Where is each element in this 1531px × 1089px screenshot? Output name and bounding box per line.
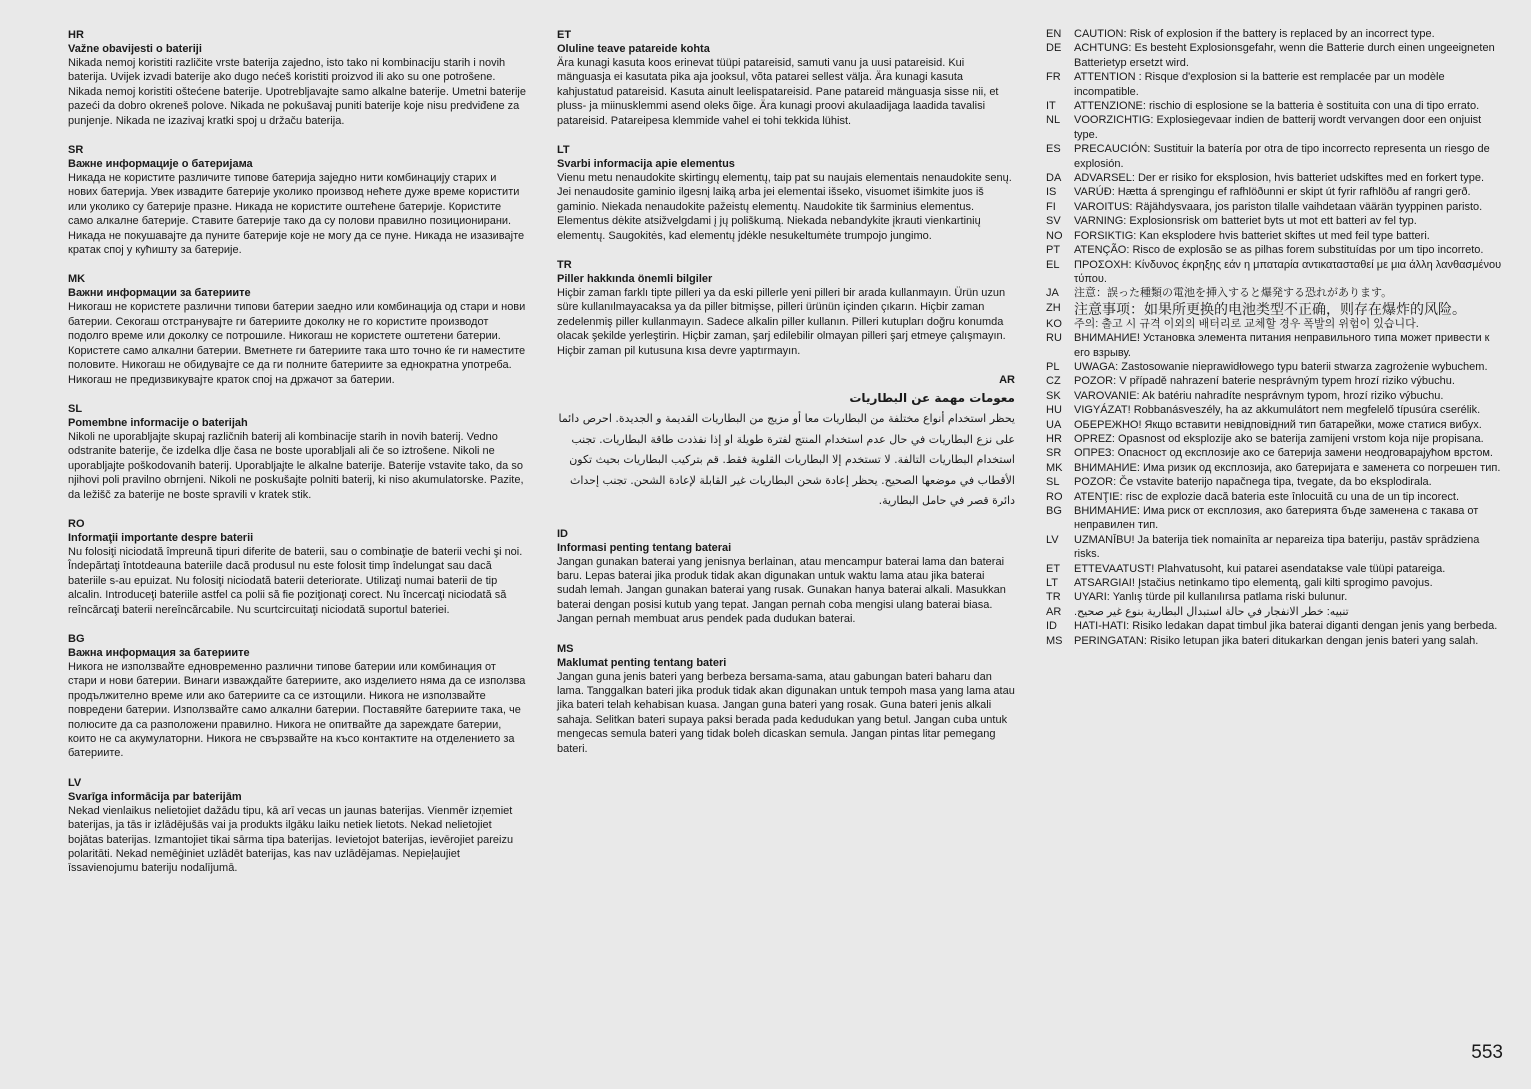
section-ms <box>557 642 1015 756</box>
warning-code: SK <box>1046 389 1061 402</box>
warning-row <box>1046 504 1506 533</box>
warning-row <box>1046 374 1506 388</box>
section-et <box>557 28 1015 128</box>
warning-text: ВНИМАНИЕ! Установка элемента питания неправильного типа может привести к его взрыву. <box>1074 332 1490 359</box>
section-tr <box>557 258 1015 358</box>
warning-code: IS <box>1046 186 1057 199</box>
warning-text: 注意事项：如果所更换的电池类型不正确，则存在爆炸的风险。 <box>1074 300 1466 317</box>
warning-row <box>1046 490 1506 504</box>
warning-text: OPREZ: Opasnost od eksplozije ako se baterija zamijeni vrstom koja nije propisana. <box>1074 432 1484 445</box>
warning-code: PT <box>1046 244 1061 257</box>
warning-row <box>1046 113 1506 142</box>
warning-text: ΠΡΟΣΟΧΗ: Κίνδυνος έκρηξης εάν η μπαταρία αντικατασταθεί με μια άλλη λανθασμένου τύπου. <box>1074 258 1502 285</box>
warning-text: PRECAUCIÓN: Sustituir la batería por otra de tipo incorrecto representa un riesgo de explosión. <box>1074 143 1490 170</box>
warning-row <box>1046 142 1506 171</box>
language-code: AR <box>999 374 1015 387</box>
warning-code: RU <box>1046 332 1062 345</box>
warning-row <box>1046 243 1506 257</box>
section-title: Svarīga informācija par baterijām <box>68 790 242 803</box>
section-body: Nu folosiţi niciodată împreună tipuri diferite de baterii, sau o combinaţie de baterii vechi şi noi. Îndepărtaţi întotdeauna bateriile dacă produsul nu este folosit timp îndelungat sau dacă bateriile s-au epuizat. Nu folosiţi niciodată baterii deteriorate. Utilizaţi numai baterii de tip alcalin. Introduceţi bateriile astfel ca polii să fie poziţionaţi corect. Nu încercaţi niciodată să reîncărcaţi baterii nereîncărcabile. Nu scurtcircuitaţi niciodată suportul bateriei. <box>68 545 523 616</box>
warning-code: CZ <box>1046 375 1061 388</box>
warning-text: ATENÇÃO: Risco de explosão se as pilhas forem substituídas por um tipo incorreto. <box>1074 244 1484 257</box>
warning-code: JA <box>1046 287 1059 300</box>
warning-code: AR <box>1046 605 1062 618</box>
warning-row <box>1046 562 1506 576</box>
section-body: يحظر استخدام أنواع مختلفة من البطاريات معا أو مزيج من البطاريات القديمة و الجديدة. احرص دائما على نزع البطاريات في حال عدم استخدام المنتج لفترة طويلة او إذا نفذدت طاقة البطاريات. تجنب استخدام البطاريات التالفة. لا تستخدم إلا البطاريات القلوية فقط. قم بتركيب البطاريات بحيث تكون الأقطاب في موضعها الصحيح. يحظر إعادة شحن البطاريات غير القابلة لإعادة الشحن. تجنب إحداث دائرة قصر في حامل البطارية. <box>558 412 1015 508</box>
warning-text: POZOR: Če vstavite baterijo napačnega tipa, tvegate, da bo eksplodirala. <box>1074 476 1432 489</box>
language-code: RO <box>68 517 85 530</box>
warning-text: VAROVANIE: Ak batériu nahradíte nesprávnym typom, hrozí riziko výbuchu. <box>1074 389 1444 402</box>
section-title: Важне информације о батеријама <box>68 158 253 171</box>
warning-row <box>1046 171 1506 185</box>
warning-text: ADVARSEL: Der er risiko for eksplosion, hvis batteriet udskiftes med en forkert type. <box>1074 172 1485 185</box>
section-ro <box>68 517 526 617</box>
section-body: Nekad vienlaikus nelietojiet dažādu tipu, kā arī vecas un jaunas baterijas. Vienmēr izņemiet baterijas, ja tās ir izlādējušās vai ja produkts ilgāku laiku netiek lietots. Nekad nelietojiet bojātas baterijas. Izmantojiet tikai sārma tipa baterijas. Ievietojot baterijas, ievērojiet pareizu polaritāti. Nekad nemēģiniet uzlādēt baterijas, kas nav uzlādējamas. Nepieļaujiet īssavienojumu bateriju nodalījumā. <box>68 804 514 875</box>
warning-code: ES <box>1046 143 1061 156</box>
warning-row <box>1046 331 1506 360</box>
warning-row <box>1046 99 1506 113</box>
warning-text: ATSARGIAI! Įstačius netinkamo tipo elementą, gali kilti sprogimo pavojus. <box>1074 577 1433 590</box>
warning-text: ATTENZIONE: rischio di esplosione se la batteria è sostituita con una di tipo errato. <box>1074 100 1480 113</box>
warning-code: HR <box>1046 432 1062 445</box>
warning-text: POZOR: V případě nahrazení baterie nesprávným typem hrozí riziko výbuchu. <box>1074 375 1455 388</box>
warning-code: KO <box>1046 317 1062 330</box>
warning-code: FI <box>1046 200 1056 213</box>
section-bg <box>68 632 526 761</box>
section-body: Ära kunagi kasuta koos erinevat tüüpi patareisid, samuti vanu ja uusi patareisid. Kui mänguasja ei kasutata pika aja jooksul, võta patarei sellest välja. Ära kunagi kasuta kahjustatud patareisid. Kasuta ainult leelispatareisid. Pane patareid mänguasja sisse nii, et pluss- ja miinusklemmi asend oleks õige. Ära kunagi proovi akulaadijaga laadida tavalisi patareisid. Patareipesa klemmide vahel ei tohi tekkida lühist. <box>557 57 999 127</box>
language-code: ET <box>557 29 572 41</box>
warning-row <box>1046 619 1506 633</box>
warning-text: UWAGA: Zastosowanie nieprawidłowego typu baterii stwarza zagrożenie wybuchem. <box>1074 360 1488 373</box>
section-body: Nikada nemoj koristiti različite vrste baterija zajedno, isto tako ni kombinaciju starih i novih baterija. Uvijek izvadi baterije ako dugo nećeš koristiti proizvod ili ako su one potrošene. Nikada nemoj koristiti oštećene baterije. Upotrebljavajte samo alkalne baterije. Umetni baterije pazeći da dobro okreneš polove. Nikada ne pokušavaj puniti baterije koje nisu predviđene za punjenje. Nikada ne izazivaj kratki spoj u držaču baterija. <box>68 57 526 127</box>
language-code: LV <box>68 776 82 789</box>
section-body: Hiçbir zaman farklı tipte pilleri ya da eski pillerle yeni pilleri bir arada kullanmayın. Ürün uzun süre kullanılmayacaksa ya da piller bitmişse, pilleri ürünün içinden çıkarın. Hiçbir zaman zedelenmiş piller kullanmayın. Sadece alkalin piller kullanın. Pilleri kutupları doğru konumda olacak şekilde yerleştirin. Hiçbir zaman, şarj edilebilir olmayan pilleri şarj etmeye çalışmayın. Hiçbir zaman pil kutusuna kısa devre yaptırmayın. <box>557 287 1006 357</box>
warning-code: ZH <box>1046 301 1061 314</box>
section-title: Informaţii importante despre baterii <box>68 531 254 544</box>
section-title: Важни информации за батериите <box>68 287 251 300</box>
warning-code: FR <box>1046 71 1061 84</box>
language-code: MK <box>68 273 86 286</box>
warning-text: VAROITUS: Räjähdysvaara, jos pariston tilalle vaihdetaan väärän tyyppinen paristo. <box>1074 200 1483 213</box>
language-code: BG <box>68 632 85 645</box>
warning-text: HATI-HATI: Risiko ledakan dapat timbul jika baterai diganti dengan jenis yang berbeda. <box>1074 620 1498 633</box>
section-title: Maklumat penting tentang bateri <box>557 656 727 669</box>
warning-text: ОБЕРЕЖНО! Якщо вставити невідповідний тип батарейки, може статися вибух. <box>1074 418 1482 431</box>
section-body: Jangan guna jenis bateri yang berbeza bersama-sama, atau gabungan bateri baharu dan lama. Tanggalkan bateri jika produk tidak akan digunakan untuk tempoh masa yang lama atau jika bateri telah kehabisan kuasa. Jangan guna bateri yang rosak. Guna bateri jenis alkali sahaja. Selitkan bateri supaya paksi berada pada kedudukan yang betul. Jangan cuba untuk mengecas semula bateri yang tidak boleh dicaskan semula. Jangan pintas litar pemegang bateri. <box>557 670 1015 755</box>
warning-text: ATENŢIE: risc de explozie dacă bateria este înlocuită cu una de un tip incorect. <box>1074 490 1459 503</box>
warnings-column <box>1046 27 1506 648</box>
warning-text: CAUTION: Risk of explosion if the battery is replaced by an incorrect type. <box>1074 28 1435 40</box>
section-title: Pomembne informacije o baterijah <box>68 416 248 429</box>
warning-text: VIGYÁZAT! Robbanásveszély, ha az akkumulátort nem megfelelő típusúra cserélik. <box>1074 404 1481 417</box>
warning-text: ВНИМАНИЕ: Има риск от експлозия, ако батерията бъде заменена с такава от неправилен тип. <box>1074 505 1479 532</box>
warning-text: ETTEVAATUST! Plahvatusoht, kui patarei asendatakse vale tüüpi patareiga. <box>1074 562 1446 575</box>
warning-code: SV <box>1046 215 1061 228</box>
warning-row <box>1046 418 1506 432</box>
warning-row <box>1046 461 1506 475</box>
warning-code: TR <box>1046 591 1061 604</box>
section-title: معومات مهمة عن البطاريات <box>849 391 1015 406</box>
warning-row <box>1046 229 1506 243</box>
warning-text: ACHTUNG: Es besteht Explosionsgefahr, wenn die Batterie durch einen ungeeigneten Batterietyp ersetzt wird. <box>1074 42 1495 69</box>
section-body: Vienu metu nenaudokite skirtingų elementų, taip pat su naujais elementais nenaudokite senų. Jei nenaudosite gaminio ilgesnį laiką arba jei elementai išseko, visuomet išimkite juos iš gaminio. Niekada nenaudokite pažeistų elementų. Naudokite tik šarminius elementus. Elementus dėkite atsižvelgdami į jų poliškumą. Niekada nebandykite įkrauti vienkartinių elementų. Saugokitės, kad elementų jdėkle nesukeltumėte trumpojo jungimo. <box>557 172 1012 242</box>
warning-row <box>1046 432 1506 446</box>
warning-row <box>1046 258 1506 287</box>
warning-text: ОПРЕЗ: Опасност од експлозије ако се батерија замени неодговарајућом врстом. <box>1074 447 1493 460</box>
warning-row <box>1046 70 1506 99</box>
warning-code: DE <box>1046 42 1062 55</box>
section-sl <box>68 402 526 502</box>
warning-row <box>1046 576 1506 590</box>
warning-row <box>1046 27 1506 41</box>
warning-text: VARNING: Explosionsrisk om batteriet byts ut mot ett batteri av fel typ. <box>1074 215 1417 228</box>
section-body: Никогаш не користете различни типови батерии заедно или комбинација од стари и нови батерии. Секогаш отстранувајте ги батериите доколку не го користите производот подолго време или доколку се потрошиле. Никогаш не користете оштетени батерии. Користете само алкални батерии. Вметнете ги батериите така што точно ќе ги наместите половите. Никогаш не обидувајте се да ги полните батериите за еднократна употреба. Никогаш не предизвикувајте краток спој на држачот за батерии. <box>68 301 526 386</box>
section-mk <box>68 272 526 386</box>
warning-code: LV <box>1046 533 1059 546</box>
warning-code: RO <box>1046 490 1063 503</box>
language-code: TR <box>557 259 572 272</box>
warning-row <box>1046 301 1506 317</box>
warning-code: NL <box>1046 114 1061 127</box>
warning-row <box>1046 634 1506 648</box>
warning-code: UA <box>1046 418 1062 431</box>
warning-code: MK <box>1046 461 1063 474</box>
warning-row <box>1046 214 1506 228</box>
section-sr <box>68 143 526 257</box>
warning-row <box>1046 389 1506 403</box>
middle-column <box>557 28 1015 771</box>
warning-text: VARÚÐ: Hætta á sprengingu ef rafhlöðunni er skipt út fyrir rafhlöðu af rangri gerð. <box>1074 186 1471 199</box>
warning-text: تنبيه: خطر الانفجار في حالة استبدال البطارية بنوع غير صحيح. <box>1074 605 1349 618</box>
warning-code: ID <box>1046 620 1057 633</box>
warning-code: LT <box>1046 577 1059 590</box>
warning-text: ВНИМАНИЕ: Има ризик од експлозија, ако батеријата е заменета со погрешен тип. <box>1074 461 1501 474</box>
warning-row <box>1046 360 1506 374</box>
section-body: Никада не користите различите типове батерија заједно нити комбинацију старих и нових батерија. Увек извадите батерије уколико производ нећете дуже време користити или уколико су батерије празне. Никада не користите оштећене батерије. Користите само алкалне батерије. Ставите батерије тако да су полови правилно позиционирани. Никада не покушавајте да пуните батерије које не могу да се пуне. Никада не изазивајте кратак спој у кућишту за батерије. <box>68 172 525 257</box>
language-code: SL <box>68 402 83 415</box>
warning-code: SR <box>1046 447 1062 460</box>
language-code: SR <box>68 144 84 157</box>
section-title: Важна информация за батериите <box>68 646 250 659</box>
warning-code: NO <box>1046 229 1063 242</box>
warning-text: ATTENTION : Risque d'explosion si la batterie est remplacée par un modèle incompatible. <box>1074 71 1445 98</box>
warning-text: FORSIKTIG: Kan eksplodere hvis batteriet skiftes ut med feil type batteri. <box>1074 229 1430 242</box>
warning-row <box>1046 41 1506 70</box>
warning-row <box>1046 185 1506 199</box>
warning-code: PL <box>1046 360 1060 373</box>
section-lv <box>68 776 526 876</box>
language-code: LT <box>557 144 570 157</box>
warning-text: 주의: 출고 시 규격 이외의 배터리로 교체할 경우 폭발의 위험이 있습니다. <box>1074 317 1419 330</box>
section-title: Važne obavijesti o bateriji <box>68 43 202 55</box>
warning-row <box>1046 200 1506 214</box>
section-title: Informasi penting tentang baterai <box>557 541 732 554</box>
warning-row <box>1046 590 1506 604</box>
section-body: Nikoli ne uporabljajte skupaj različnih baterij ali kombinacije starih in novih baterij. Vedno odstranite baterije, če izdelka dlje časa ne boste uporabljali ali če so iztrošene. Nikoli ne uporabljajte poškodovanih baterij. Uporabljajte le alkalne baterije. Baterije vstavite tako, da so njihovi poli pravilno obrnjeni. Nikoli ne poskušajte polniti baterij, ki niso akumulatorske. Pazite, da ležišč za baterije ne boste spravili v kratek stik. <box>68 430 524 501</box>
page-number: 553 <box>1471 1042 1503 1063</box>
warning-row <box>1046 317 1506 331</box>
left-column <box>68 28 526 891</box>
warning-text: UYARI: Yanlış türde pil kullanılırsa patlama riski bulunur. <box>1074 591 1348 604</box>
section-id <box>557 527 1015 627</box>
warning-row <box>1046 403 1506 417</box>
section-body: Jangan gunakan baterai yang jenisnya berlainan, atau mencampur baterai lama dan baterai baru. Lepas baterai jika produk tidak akan digunakan untuk waktu lama atau jika baterai sudah lemah. Jangan gunakan baterai yang rusak. Gunakan hanya baterai alkali. Masukkan baterai dengan posisi kutub yang tepat. Jangan pernah coba mengisi ulang baterai biasa. Jangan pernah membuat arus pendek pada dudukan baterai. <box>557 555 1006 626</box>
warning-code: EL <box>1046 258 1060 271</box>
section-title: Oluline teave patareide kohta <box>557 43 710 55</box>
section-lt <box>557 143 1015 243</box>
warning-code: IT <box>1046 100 1056 113</box>
warning-code: MS <box>1046 634 1063 647</box>
warning-row <box>1046 475 1506 489</box>
language-code: ID <box>557 527 568 540</box>
section-body: Никога не използвайте едновременно различни типове батерии или комбинация от стари и нови батерии. Винаги изваждайте батериите, ако изделието няма да се използва продължително време или ако батериите са се изтощили. Никога не използвайте повредени батерии. Използвайте само алкални батерии. Поставяйте батериите така, че полюсите да са разположени правилно. Никога не опитвайте да зареждате батерии, които не са акумулаторни. Никога не свързвайте на късо контактите на отделението за батериите. <box>68 660 526 760</box>
warning-text: PERINGATAN: Risiko letupan jika bateri ditukarkan dengan jenis bateri yang salah. <box>1074 634 1479 647</box>
warning-text: VOORZICHTIG: Explosiegevaar indien de batterij wordt vervangen door een onjuist type. <box>1074 114 1482 141</box>
section-title: Piller hakkında önemli bilgiler <box>557 273 713 286</box>
warning-row <box>1046 533 1506 562</box>
warning-code: ET <box>1046 562 1061 575</box>
warning-code: SL <box>1046 476 1060 489</box>
section-title: Svarbi informacija apie elementus <box>557 158 735 171</box>
language-code: MS <box>557 642 574 655</box>
section-hr <box>68 28 526 128</box>
warning-row <box>1046 605 1506 619</box>
warning-text: 注意：誤った種類の電池を挿入すると爆発する恐れがあります。 <box>1074 287 1393 300</box>
section-ar <box>557 373 1015 512</box>
warning-code: EN <box>1046 28 1062 40</box>
language-code: HR <box>68 29 84 41</box>
warning-row <box>1046 286 1506 300</box>
warning-code: DA <box>1046 172 1062 185</box>
warning-row <box>1046 446 1506 460</box>
warning-text: UZMANĪBU! Ja baterija tiek nomainīta ar nepareiza tipa bateriju, pastāv sprādziena risks. <box>1074 533 1480 561</box>
warning-code: HU <box>1046 404 1062 417</box>
warning-code: BG <box>1046 505 1062 517</box>
